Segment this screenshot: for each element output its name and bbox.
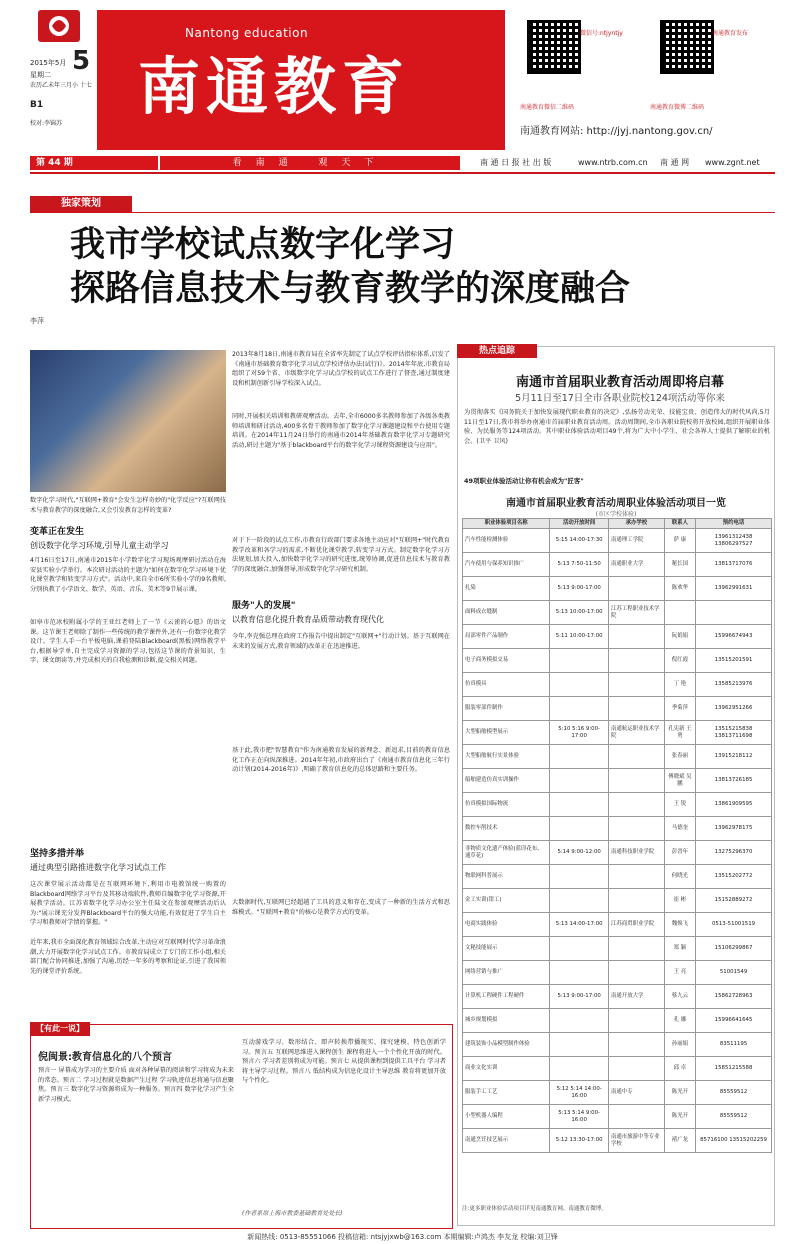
subhead-1: 变革正在发生 (30, 527, 85, 537)
table-cell (550, 817, 609, 841)
newspaper-logo-icon (38, 10, 80, 42)
subhead-2b: 通过典型引路推进数字化学习试点工作 (30, 863, 166, 872)
table-cell: 13962978175 (696, 817, 772, 841)
hot-topic-tag: 热点追踪 (457, 344, 537, 358)
table-cell (609, 649, 665, 673)
table-row (463, 529, 772, 553)
table-cell: 局部零件产品制作 (463, 625, 550, 649)
table-cell (696, 601, 772, 625)
table-cell: 何晓光 (664, 865, 695, 889)
table-cell: 83511195 (696, 1033, 772, 1057)
issue-number: 第 44 期 (30, 156, 158, 170)
table-cell: 13861909595 (696, 793, 772, 817)
table-row (463, 577, 772, 601)
table-row (463, 865, 772, 889)
table-cell: 13515201591 (696, 649, 772, 673)
table-cell: 建筑装饰小品模型制作体验 (463, 1033, 550, 1057)
table-subtitle: (市区学校体验) (595, 511, 637, 518)
headline-line-2: 探路信息技术与教育教学的深度融合 (70, 269, 631, 309)
table-row (463, 961, 772, 985)
table-cell: 江苏商贸职业学院 (609, 913, 665, 937)
table-cell (609, 697, 665, 721)
table-cell: 5:12 13:30-17:00 (550, 1129, 609, 1153)
weibo-label: 南通教育发布 (712, 30, 749, 37)
table-row (463, 1057, 772, 1081)
table-cell: 丁 艳 (664, 673, 695, 697)
table-cell (550, 697, 609, 721)
table-cell: 商业文化实训 (463, 1057, 550, 1081)
say-tag: 【有此一说】 (30, 1022, 90, 1036)
say-column-2: 互动游戏学习、数形结合、即声转换带播现实、探究建模、特色创新学习。预言五 互联网思维进入课程创生 课程将进入一个个性化开放的时代。预言六 学习者差别将成为可能。预言七 从提供课程到提供工具平台 学习者将主导学习过程。预言八 低结构成为信息化设计主导思维 教育将更加开放与个性化。 (242, 1039, 446, 1084)
table-cell (550, 1057, 609, 1081)
table-cell (609, 961, 665, 985)
proofreader: 校对:李锦苏 (30, 120, 63, 127)
subhead-3b: 以教育信息化提升教育品质带动教育现代化 (232, 615, 384, 624)
section-label: 独家策划 (30, 196, 132, 212)
table-header-cell: 职业体验项目名称 (463, 519, 550, 529)
table-cell: 季菊萍 (664, 697, 695, 721)
table-cell: 马德奎 (664, 817, 695, 841)
table-cell (609, 673, 665, 697)
table-row (463, 625, 772, 649)
lead-paragraph-4: 近年来,我市全面深化教育领域综合改革,主动应对互联网时代学习革命浪潮,大力开展数字化学习试点工作。市教育局成立了专门的工作小组,相关部门配合协同推进,加强了沟通,历经一年多的考察和论证,引进了我国领先的课堂评价系统。 (30, 939, 226, 975)
table-cell: 城乡规划模拟 (463, 1009, 550, 1033)
table-cell (609, 889, 665, 913)
table-cell: 汽车使用与保养知识推广 (463, 553, 550, 577)
table-cell: 孙丽娟 (664, 1033, 695, 1057)
table-cell: 13962991631 (696, 577, 772, 601)
table-row (463, 1009, 772, 1033)
table-cell: 张春丽 (664, 745, 695, 769)
table-cell: 物联网科普展示 (463, 865, 550, 889)
table-cell: 5:13 7:50-11:50 (550, 553, 609, 577)
table-row (463, 793, 772, 817)
col3-paragraph-2: 同时,开展相关培训和教研观摩活动。去年,全市6000多名教师参加了各级各类教师培训和研讨活动,400多名骨干教师参加了数字化学习课题建设和平台使用专题培训。在2014年11月24日举行的南通市2014年基础教育数字化学习专题研究活动,研讨主题为"基于blackboard平台的数字化学习课程资源建设与应用"。 (232, 413, 450, 449)
table-cell: 南通科技职业学院 (609, 841, 665, 865)
table-cell: 5:12 5:14 14:00-16:00 (550, 1081, 609, 1105)
table-cell: 王 亮 (664, 961, 695, 985)
table-row (463, 673, 772, 697)
table-cell: 15106299867 (696, 937, 772, 961)
table-cell: 傅晓斌 吴 鹏 (664, 769, 695, 793)
table-cell (550, 649, 609, 673)
table-cell (609, 1009, 665, 1033)
table-cell (550, 673, 609, 697)
date-line-1: 2015年5月 (30, 59, 67, 67)
wechat-label: 微信号:ntjyntjy (580, 30, 623, 37)
lead-paragraph-2: 如皋市范冰校附属小学的王亚红老师上了一节《云雀的心愿》的语文课。这节课王老师除了制作一些传统的教学课件外,还有一份数字化教学设计。学生人手一台平板电脑,课前登陆Blackboard(黑板)网络教学平台,根据导学单,自主完成学习资源的学习,包括这节课的背景知识、生字、课文朗读等,并完成相关的自我检测和诊断,提交相关问题。 (30, 619, 226, 664)
section-divider (30, 212, 775, 213)
table-cell (609, 745, 665, 769)
day-number: 5 (72, 46, 91, 76)
table-cell (550, 1033, 609, 1057)
table-cell: 13515202772 (696, 865, 772, 889)
table-cell: 15851215588 (696, 1057, 772, 1081)
table-cell (609, 577, 665, 601)
table-cell: 5:13 9:00-17:00 (550, 577, 609, 601)
table-header-cell: 联系人 (664, 519, 695, 529)
classroom-photo (30, 350, 226, 492)
table-note: 注:更多职业体验活动项目详见南通教育网、南通教育微博。 (462, 1206, 607, 1212)
table-cell: 13515215838 13813711698 (696, 721, 772, 745)
table-cell: 服装手工工艺 (463, 1081, 550, 1105)
col3-paragraph-5: 基于此,我市把"智慧教育"作为南通教育发展的新理念、新追求,目前的教育信息化工作正在向纵深推进。2014年年初,市政府出台了《南通市教育信息化三年行动计划(2014-2016年)》,明确了教育信息化的总体思路和主要任务。 (232, 747, 450, 773)
table-row (463, 889, 772, 913)
subhead-2: 坚持多措并举 (30, 849, 85, 859)
table-cell: 13585213976 (696, 673, 772, 697)
table-cell: 5:14 9:00-12:00 (550, 841, 609, 865)
table-cell: 南通职业大学 (609, 553, 665, 577)
byline: 李萍 (30, 317, 44, 325)
table-cell: 85559512 (696, 1105, 772, 1129)
col3-paragraph-1: 2013年8月18日,南通市教育局在全省率先制定了试点学校评估指标体系,启发了《南通市基础教育数字化学习试点学校评估办法(试行)》。2014年年底,市教育局组织了对59个省、市级数字化学习试点学校的试点工作进行了督查,通过制度建设和机制创新引导学校深入试点。 (232, 351, 450, 387)
daily-url[interactable]: www.ntrb.com.cn (578, 158, 648, 167)
table-cell: 阮娟娟 (664, 625, 695, 649)
table-row (463, 721, 772, 745)
table-cell: 5:13 5:14 9:00-16:00 (550, 1105, 609, 1129)
table-cell (609, 865, 665, 889)
table-cell: 5:13 10:00-17:00 (550, 601, 609, 625)
table-cell: 13275296370 (696, 841, 772, 865)
table-cell: 褚广龙 (664, 1129, 695, 1153)
website-link[interactable]: 南通教育网站: http://jyj.nantong.gov.cn/ (520, 126, 713, 137)
table-cell (550, 889, 609, 913)
table-row (463, 649, 772, 673)
table-cell: 郑 颖 (664, 937, 695, 961)
table-cell: 电商实践体验 (463, 913, 550, 937)
table-cell: 倪红霞 (664, 649, 695, 673)
date-line-3: 农历乙未年三月小 十七 (30, 82, 92, 89)
wechat-qr-icon (527, 20, 581, 74)
table-cell: 13813726185 (696, 769, 772, 793)
table-cell: 南通开放大学 (609, 985, 665, 1009)
table-body (463, 529, 772, 1153)
table-header-cell: 活动开放时间 (550, 519, 609, 529)
table-cell: 数控车削技术 (463, 817, 550, 841)
table-cell (609, 817, 665, 841)
table-cell: 13962951266 (696, 697, 772, 721)
table-cell: 大型船舶模型展示 (463, 721, 550, 745)
say-source: (作者系原上海市教委基础教育处处长) (242, 1210, 343, 1217)
masthead-title: 南通教育 (138, 50, 411, 123)
table-cell: 面料成衣缝制 (463, 601, 550, 625)
table-row (463, 985, 772, 1009)
weibo-qr-icon (660, 20, 714, 74)
table-header-cell: 承办学校 (609, 519, 665, 529)
table-row (463, 1033, 772, 1057)
table-header-row (463, 519, 772, 529)
event-table (462, 518, 772, 1153)
table-cell: 孔 娜 (664, 1009, 695, 1033)
masthead-subtitle-en: Nantong education (185, 26, 309, 40)
net-label: 南 通 网 (660, 158, 690, 167)
footer: 新闻热线: 0513-85551066 投稿信箱: ntsjyjxwb@163.com 本期编辑:卢鸿杰 李友龙 校编:刘卫锋 (247, 1233, 558, 1241)
hot-topic-title: 南通市首届职业教育活动周即将启幕 (515, 375, 724, 390)
table-title: 南通市首届职业教育活动周职业体验活动项目一览 (506, 498, 726, 509)
table-cell: 电子商务模拟交易 (463, 649, 550, 673)
net-url[interactable]: www.zgnt.net (705, 158, 760, 167)
table-cell: 陈光开 (664, 1081, 695, 1105)
table-cell: 扎染 (463, 577, 550, 601)
table-cell: 彭晋年 (664, 841, 695, 865)
subhead-3: 服务"人的发展" (232, 601, 296, 611)
table-cell: 51001549 (696, 961, 772, 985)
table-cell: 文秘技能展示 (463, 937, 550, 961)
table-cell (609, 625, 665, 649)
table-cell (550, 865, 609, 889)
lead-paragraph-1: 4月16日至17日,南通市2015年小学数字化学习现场观摩研讨活动在海安县实验小学举行。本次研讨活动的主题为"如何在数字化学习环境下优化课堂教学和转变学习方式"。活动中,来自全市6所实验小学的9名教师,分别执教了小学语文、数学、英语、音乐、美术等9节展示课。 (30, 557, 226, 593)
hot-topic-note: 49项职业体验活动让你有机会成为"匠客" (464, 477, 584, 485)
table-cell: 王 锐 (664, 793, 695, 817)
table-cell (664, 601, 695, 625)
date-line-2: 星期二 (30, 71, 51, 79)
table-cell: 5:13 14:00-17:00 (550, 913, 609, 937)
table-cell: 金工实训(钳工) (463, 889, 550, 913)
table-row (463, 601, 772, 625)
table-cell (609, 769, 665, 793)
table-cell: 汽车性能检测体验 (463, 529, 550, 553)
table-row (463, 841, 772, 865)
table-cell: 陈欢华 (664, 577, 695, 601)
table-cell: 蔡九云 (664, 985, 695, 1009)
col3-paragraph-4: 今年,李克强总理在政府工作报告中提出制定"互联网+"行动计划。基于互联网在未来的发展方式,教育领域的改革正在迅速推进。 (232, 633, 450, 650)
table-cell: 13961312438 13806297527 (696, 529, 772, 553)
table-row (463, 937, 772, 961)
table-cell: 小型机器人编程 (463, 1105, 550, 1129)
col3-paragraph-6: 大数据时代,互联网已经超越了工具的意义和存在,变成了一种新的生活方式和思维模式。"互联网+教育"的核心是教学方式的变革。 (232, 899, 450, 916)
table-cell: 崔 彬 (664, 889, 695, 913)
table-cell: 大型船舶航行实景体验 (463, 745, 550, 769)
lead-paragraph-3: 这次课堂展示活动都是在互联网环境下,利用市电教馆统一购置的Blackboard网络学习平台及其移动端软件,教师自编数字化学习资源,开展教学活动。江苏省数字化学习办公室主任陆文在参加观摩活动后认为:"展示课充分发挥Blackboard平台的强大功能,有效促进了学生自主学习和教师对学情的掌握。" (30, 881, 226, 926)
table-cell: 网络营销与推广 (463, 961, 550, 985)
table-cell: 15862728963 (696, 985, 772, 1009)
table-cell: 船舶建造仿真实训操作 (463, 769, 550, 793)
table-cell: 南通市旅游中等专业学校 (609, 1129, 665, 1153)
table-row (463, 1129, 772, 1153)
table-cell (609, 937, 665, 961)
table-cell: 服装零部件制作 (463, 697, 550, 721)
table-cell (550, 1009, 609, 1033)
table-row (463, 697, 772, 721)
table-cell (550, 745, 609, 769)
table-cell: 85716100 13515202259 (696, 1129, 772, 1153)
table-cell: 5:15 14:00-17:30 (550, 529, 609, 553)
table-cell: 秘长国 (664, 553, 695, 577)
table-row (463, 553, 772, 577)
photo-caption: 数字化学习时代,"互联网+教育"会发生怎样奇妙的"化学反应"?互联网技术与教育教学的深度融合,又会引发教育怎样的变革? (30, 497, 226, 514)
table-cell: 萨 康 (664, 529, 695, 553)
table-cell: 陈光开 (664, 1105, 695, 1129)
table-row (463, 1081, 772, 1105)
table-cell: 5:11 10:00-17:00 (550, 625, 609, 649)
page-code: B1 (30, 100, 44, 110)
table-cell (609, 1033, 665, 1057)
table-cell (609, 1057, 665, 1081)
table-row (463, 1105, 772, 1129)
table-header-cell: 预约电话 (696, 519, 772, 529)
table-cell: 15152889272 (696, 889, 772, 913)
table-cell: 13915218112 (696, 745, 772, 769)
top-divider (30, 172, 775, 174)
table-cell: 孔宪新 王 勇 (664, 721, 695, 745)
table-cell (609, 793, 665, 817)
say-column-1: 预言一 屏幕成为学习的主要介质 面对各种屏幕的阅读和学习将成为未来的常态。预言二 学习过程就是数据产生过程 学习轨迹信息将通与信息聚焦。预言三 数字化学习资源将成为一种服务。预言四 数字化学习产生全新学习模式。 (38, 1067, 234, 1103)
daily-label: 南 通 日 报 社 出 版 (480, 158, 552, 167)
table-cell (550, 793, 609, 817)
table-cell (550, 937, 609, 961)
table-row (463, 913, 772, 937)
table-row (463, 769, 772, 793)
wechat-caption: 南通教育微信二维码 (520, 104, 575, 111)
hot-topic-body: 为贯彻落实《国务院关于加快发展现代职业教育的决定》,弘扬劳动光荣、技能宝贵、创造伟大的时代风尚,5月11日至17日,我市将举办南通市首届职业教育活动周。活动周期间,全市各职业院校将开放校园,组织开展职业体验、为民服务等124项活动。其中职业体验活动项目49个,将为广大中小学生、社会各界人士提供了解职业的机会。(卫平 卫风) (464, 409, 770, 445)
table-cell: 仿真模拟国际物流 (463, 793, 550, 817)
table-cell: 13813717076 (696, 553, 772, 577)
table-cell: 0513-51001519 (696, 913, 772, 937)
table-cell (550, 769, 609, 793)
table-cell: 非物质文化遗产体验(蓝印花布、通草花) (463, 841, 550, 865)
table-cell: 计算机工程硬件工程硬件 (463, 985, 550, 1009)
table-cell: 15996641645 (696, 1009, 772, 1033)
table-cell (609, 1105, 665, 1129)
table-cell: 85559512 (696, 1081, 772, 1105)
table-cell: 南通中专 (609, 1081, 665, 1105)
table-cell: 15996674943 (696, 625, 772, 649)
table-cell: 南通理工学院 (609, 529, 665, 553)
motto: 看南通 观天下 (160, 156, 460, 170)
subhead-1b: 创设数字化学习环境,引导儿童主动学习 (30, 541, 169, 550)
table-cell: 邱 卓 (664, 1057, 695, 1081)
table-cell: 南通航运职业技术学院 (609, 721, 665, 745)
say-title: 倪闽景:教育信息化的八个预言 (38, 1052, 172, 1063)
weibo-caption: 南通教育微博二维码 (650, 104, 705, 111)
table-row (463, 745, 772, 769)
table-cell: 5:10 5:16 9:00-17:00 (550, 721, 609, 745)
table-cell: 仿真模具 (463, 673, 550, 697)
table-cell (550, 961, 609, 985)
table-cell: 南通烹饪技艺展示 (463, 1129, 550, 1153)
col3-paragraph-3: 对于下一阶段的试点工作,市教育行政部门要求各地主动应对"互联网+"时代教育教学改革和各学习的需求,不断优化课堂教学,转变学习方式。制定数字化学习方法规划,加大投入,加快数字化学习的研究进度,统筹协调,促进信息技术与教育教学的深度融合,加强督导,形成数字化学习研究机制。 (232, 537, 450, 573)
table-cell: 魏焕飞 (664, 913, 695, 937)
hot-topic-subtitle: 5月11日至17日全市各职业院校124项活动等你来 (515, 393, 725, 404)
table-cell: 5:13 9:00-17:00 (550, 985, 609, 1009)
headline-line-1: 我市学校试点数字化学习 (70, 225, 456, 265)
table-cell: 江苏工程职业技术学院 (609, 601, 665, 625)
table-row (463, 817, 772, 841)
